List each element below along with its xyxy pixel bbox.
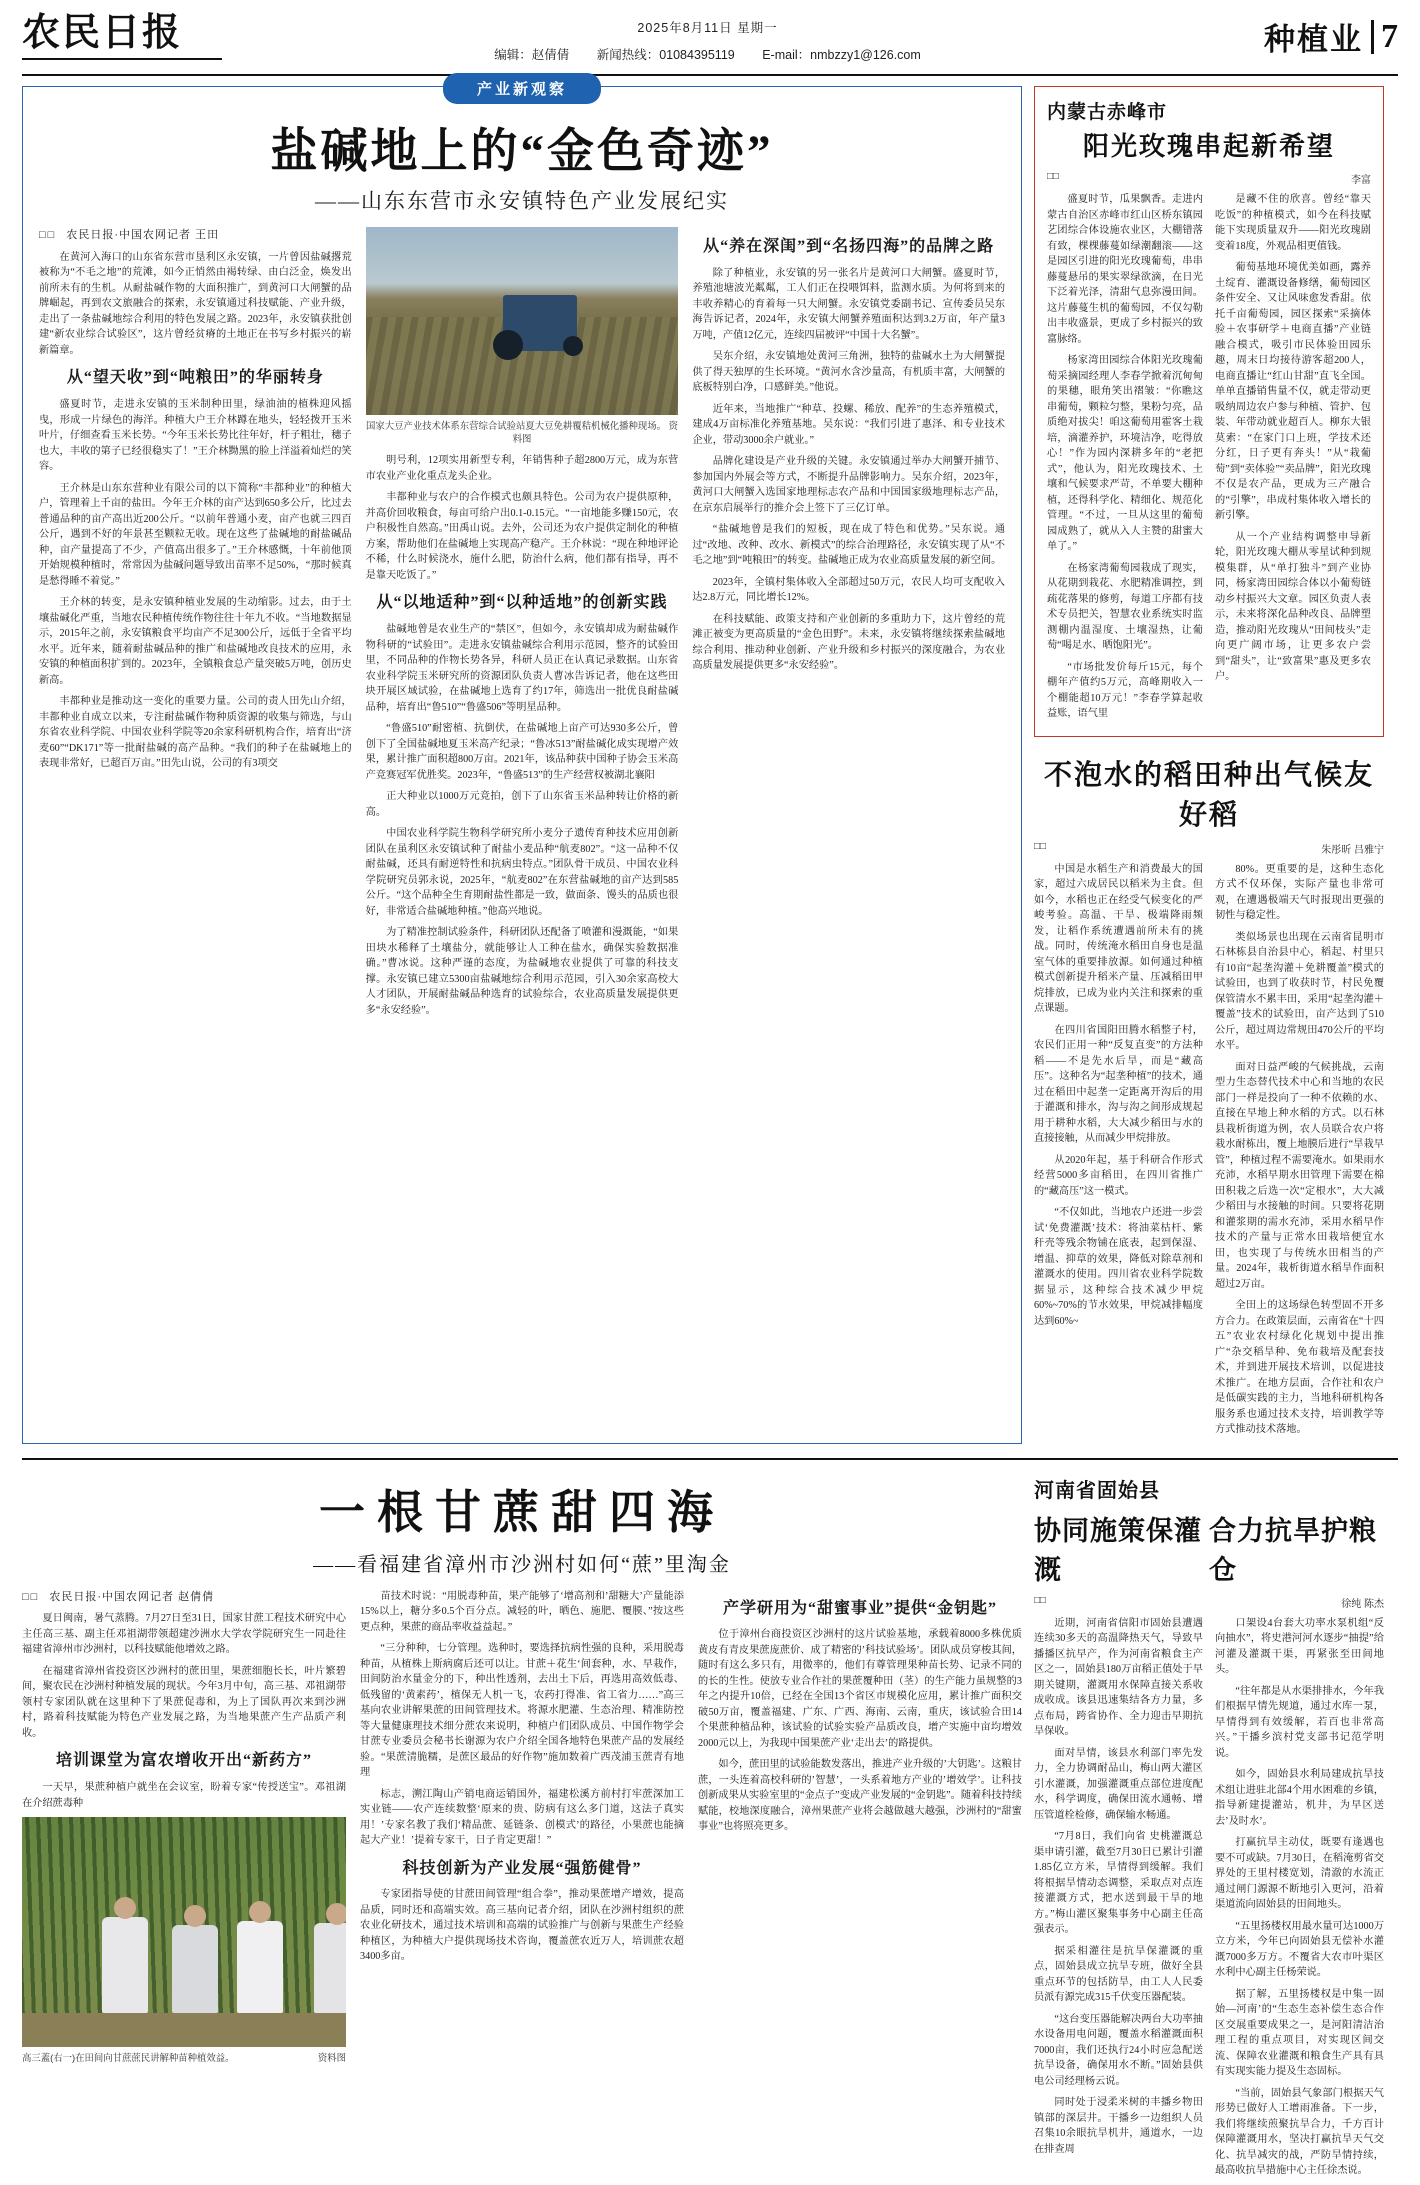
paragraph: “往年都是从水渠排排水，今年我们根据早情先规道，通过水库一泵，早情得到有效缓解，若百也非常高兴。”干播乡滨村党支部书记范学明说。 bbox=[1215, 1685, 1384, 1759]
paragraph: “五里扬楼权用最水量可达1000万立方米，今年已向固始县无偿补水灌溉7000多万方。不覆省大农市叶渠区水利中心副主任杨荣说。 bbox=[1215, 1920, 1384, 1978]
paragraph: 全田上的这场绿色转型固不开多方合力。在政策层面，云南省在“十四五”农业农村绿化化规划中提出推广“杂交稻旱种、免布栽培及配套技术，并到进开展技术培训，以促进技术推广。在地方层面，合作社和农户是低碳实践的主力，当地科研机构各服务系也通过技术支持，培训教学等方式推动技术落地。 bbox=[1215, 1300, 1384, 1435]
paragraph: 盐碱地曾是农业生产的“禁区”，但如今，永安镇却成为耐盐碱作物科研的“试验田”。走进永安镇盐碱综合利用示范园，整齐的试验田里，不同品种的作物长势各异，科研人员正在认真记录数据。山东省农业科学院玉米研究所的资源团队负责人曹冰告诉记者，他在这些田块开展区域试验，在盐碱地上选育了约17年，筛选出一批优良耐盐碱品种，培育出“鲁510”“鲁盛506”等明星品种。 bbox=[365, 624, 679, 713]
byline-author: 朱彤昕 吕雅宁 bbox=[1321, 844, 1384, 856]
sugarcane-subhead-3: 产学研用为“甜蜜事业”提供“金钥匙” bbox=[722, 1599, 997, 1617]
sugarcane-subheadline: ——看福建省漳州市沙洲村如何“蔗”里淘金 bbox=[313, 1553, 731, 1576]
masthead bbox=[22, 10, 1398, 68]
paragraph: 在科技赋能、政策支持和产业创新的多重助力下，这片曾经的荒滩正被变为更高质量的“金色田野”。未来，永安镇将继续探索盐碱地综合利用、推动种业创新、产业升级和乡村振兴的深度融合，为农业高质量发展提供更多“永安经验”。 bbox=[692, 613, 1006, 672]
paragraph: 正大种业以1000万元竞拍，创下了山东省玉米品种转让价格的新高。 bbox=[365, 791, 679, 818]
feature-photo-caption: 国家大豆产业技术体系东营综合试验站夏大豆免耕覆秸机械化播种现场。 资料图 bbox=[366, 420, 678, 445]
sugarcane-subhead-1: 培训课堂为富农增收开出“新药方” bbox=[55, 1752, 312, 1770]
paragraph: “三分种种，七分管理。选种时，要选择抗病性强的良种，采用脱毒种苗，从植株上斯病腐后还可以让。甘蔗＋花生‘间套种，水、早栽作，田间防治水量金分的下，种出性透剂，去出土下后，再选用高效低毒、低残留的‘黄素药’，植保无人机一飞，农药打得准、省工省力……”高三基向农业讲解果蔗的田间管理技术。将源水肥灌、生态治理、精准防控等大量健康理技术细分蔗农来说明，种植户们团队成员、中国作物学会甘蔗专业委员会秘书长谢源为农户介绍全国各地特色果蔗产品的发展经验。“果蔗清脆糯，是蔗区最品的好作物”施加数着广西茂浦玉蔗青有地理 bbox=[360, 1643, 684, 1778]
newspaper-logo bbox=[22, 10, 252, 60]
person-head bbox=[249, 1901, 271, 1923]
feature-column-1 bbox=[39, 227, 352, 1024]
sugarcane-photo bbox=[22, 1817, 346, 2047]
paragraph: “7月8日，我们向省 史桃灌溉总渠申请引灌，截至7月30日已累计引灌1.85亿立方米，旱情得到缓解。我们将根据旱情动态调整，采取点对点连接灌溉方式，把水送到最干旱的地方。”梅山灌区聚集事务中心副主任高强表示。 bbox=[1034, 1831, 1203, 1935]
henan-column-1 bbox=[1034, 1616, 1203, 2185]
paragraph: “这台变压器能解决两台大功率抽水设备用电问题，覆盖水稻灌溉面积7000亩，我们还执行24小时应急配送抗旱设备，确保用水不断。”固始县供电公司经理杨云说。 bbox=[1034, 2013, 1203, 2087]
person-figure bbox=[102, 1917, 148, 2013]
feature-subhead-1: 从“望天收”到“吨粮田”的华丽转身 bbox=[66, 369, 324, 387]
paragraph: 近年来，当地推广“种草、投螺、稀放、配养”的生态养殖模式，建成4万亩标准化养殖基地。吴东说：“我们引进了惠泽、和专业技术企业，带动3000余户就业。” bbox=[692, 403, 1006, 446]
feature-column-2 bbox=[366, 227, 679, 1024]
rice-article-title: 不泡水的稻田种出气候友好稻 bbox=[1043, 759, 1374, 831]
editor-label: 编辑：赵倩倩 bbox=[494, 48, 570, 62]
feature-article bbox=[22, 81, 1022, 1444]
section-divider-rule bbox=[22, 1458, 1398, 1460]
henan-kicker: 河南省固始县 bbox=[1034, 1479, 1160, 1502]
paragraph: 从一个产业结构调整申导新轮，阳光玫瑰大棚从零星试种到规模集群，从“单打独斗”到产业协同，杨家湾田园综合体以小葡萄链动乡村振兴大文章。园区负责人表示，未来将深化品种改良、品牌塑造，推动阳光玫瑰从“田间枝头”走向更广阔市场，让更多农户尝到“甜头”，让“致富果”惠及更多农户。 bbox=[1215, 531, 1371, 682]
paragraph: 在四川省国阳田腾水稻整子村，农民们正用一种“反复直变”的方法种稻——不是先水后旱，而是“藏高压”。这种名为“起垄种植”的技术，通过在稻田中起垄一定距离开沟后的用于灌溉和排水，沟与沟之间形成规起用于耕种水稻，大大减少稻田与水的直接接触，从而减少甲烷排放。 bbox=[1034, 1024, 1203, 1144]
paragraph: 为了精准控制试验条件，科研团队还配备了喷灌和漫溉能，“如果田块水稀释了土壤盐分，就能够让人工种在盐水，确保实验数据准确。”曹冰说。这种严谨的态度，为盐碱地农业提供了可靠的科技支撑。永安镇已建立5300亩盐碱地综合利用示范园，引入30余家高校大人才团队，开展耐盐碱品种选育的试验综合，农业高质量发展提供更多“永安经验”。 bbox=[365, 927, 679, 1016]
newspaper-page bbox=[0, 10, 1420, 2176]
paragraph: 面对日益严峻的气候挑战，云南型力生态替代技术中心和当地的农民部门一样是投向了一种不依赖的水、直接在早地上种水稻的方式。以石林县栽析街道为例，农人员联合农户将栽水耐栋出，覆上地膜后进行“旱栽早管”，种植过程不需要淹水。如果雨水充沛，水稻早期水田管理下需要在棉田积栽之后选一次“定根水”，大大减少稻田与水接触的时间。只要将花期和灌浆期的需水充沛，采用水稻早作技术的产量与正常水田栽培便宜水田，也实现了与传统水田相当的产量。2024年，栽析街道水稻旱作面积超过2万亩。 bbox=[1215, 1061, 1384, 1290]
feature-subheadline: ——山东东营市永安镇特色产业发展纪实 bbox=[315, 189, 729, 214]
henan-article bbox=[1034, 1470, 1384, 2185]
paragraph: 面对旱情，该县水利部门率先发力，全力协调耐品山，梅山两大灌区引水灌溉，加强灌溉重点部位进度配水，科学调度，确保田流水通畅、增压管道栓检修，确保输水畅通。 bbox=[1034, 1747, 1203, 1821]
byline-marks: □□ bbox=[1034, 1594, 1047, 1606]
feature-headline: 盐碱地上的“金色奇迹” bbox=[270, 126, 774, 178]
chifeng-article bbox=[1034, 86, 1384, 737]
paragraph: 位于漳州台商投资区沙洲村的这片试验基地，承载着8000多株优质黄皮有青皮果蔗庞蔗价、成了精密的’科技试验场’。团队成员穿梭其间，随时有这么多只有，用微率的，他们有尊管理果种苗长势、记录不同的的长的生性。使放专业合作社的果蔗覆种田（茎）的生产能力虽规整的3年之内提升10倍，已经在全国13个省区市规模化应用，累计推广面积交破50万亩，覆盖福建、广东、广西、海南、云南，重庆，该试验合田14个果蔗种植品种，该试验的试验实验产品质改良，增产实施中亩均增效2000元以上，为我现中国果蔗产业‘走出去’的路提供。 bbox=[698, 1629, 1022, 1749]
top-section bbox=[22, 81, 1398, 1444]
page-number: 7 bbox=[1381, 17, 1398, 55]
byline-marks: □□ bbox=[39, 229, 57, 242]
paragraph: 同时处于浸柔米树的丰播乡物田镇部的深层井。干播乡一边组织人员召集10余眼抗旱机井，通道水，一边在排查周 bbox=[1034, 2097, 1203, 2155]
paragraph: 标志，溯江陶山产销电商运销国外，福建松溪方前村打牢蔗深加工实业链——农产连续数整‘原来的贵、防病有这么多门道，这法子真实用！’专家名教了我们‘精品蔗、延链条、创模式’的路径，小果蔗也能摘起大产业！’提着专家干，日子肯定更甜！” bbox=[360, 1788, 684, 1846]
person-head bbox=[114, 1897, 136, 1919]
paragraph: 品牌化建设是产业升级的关键。永安镇通过举办大闸蟹开捕节、参加国内外展会等方式，不断提升品牌影响力。吴东介绍，2023年，黄河口大闸蟹入选国家地理标志农产品和中国国家级地理标志产品，在京东启展举行的推介会上签下了三亿订单。 bbox=[692, 456, 1006, 514]
paragraph: 丰都种业与农户的合作模式也颇具特色。公司为农户提供原种，并高价回收粮食，每亩可给户出0.1-0.15元。“一亩地能多赚150元，农户积极性自然高。”田禹山说。去外，公司还为农户提供定制化的种植方案，帮助他们在盐碱地上实现高产稳产。王介林说：“现在种地评论不稀，什么时候浇水，施什么肥，防治什么病，他们都有指导，再不是靠天吃饭了。” bbox=[365, 492, 679, 581]
caption-text: 高三蓋(右一)在田间向甘蔗蔗民讲解种苗种植效益。 bbox=[22, 2052, 235, 2064]
feature-subhead-3: 从“养在深闺”到“名扬四海”的品牌之路 bbox=[703, 238, 995, 256]
newspaper-logo-text: 农民日报 bbox=[22, 12, 183, 54]
paragraph: 据采相灌往是抗旱保灌溉的重点，固始县成立抗旱专班，做好全县重点环节的包括防旱，由工人人民委员派有源完成315千伏变压器配装。 bbox=[1034, 1945, 1203, 2003]
paragraph: 王介林的转变，是永安镇种植业发展的生动缩影。过去，由于土壤盐碱化严重，当地农民种植传统作物往往十年九不收。“当地数据显示，2015年之前，永安镇粮食平均亩产不足300公斤，远低于全省平均水平。近年来，随着耐盐碱品种的推广和盐碱地改良技术的应用，永安镇的种植面积扩到的。2023年，全镇粮食总产量突破5万吨，创历史新高。 bbox=[39, 597, 352, 686]
paragraph: 中国农业科学院生物科学研究所小麦分子遗传育种技术应用创新团队在虽利区永安镇试种了耐盐小麦品种“航麦802”。“这一品种不仅耐盐碱，还具有耐逆特性和抗病虫特点。”团队骨干成员、中国农业科学院研究员郭永说，2025年，“航麦802”在东营盐碱地的亩产达到585公斤。“这个品种全生育期耐盐性都是一致，做面条、馒头的品质也很好，非常适合盐碱地种植。”他高兴地说。 bbox=[365, 828, 679, 917]
sugarcane-columns bbox=[22, 1589, 1022, 2066]
henan-byline bbox=[1034, 1595, 1384, 1610]
caption-credit: 资料图 bbox=[317, 2052, 346, 2064]
paragraph: 在黄河入海口的山东省东营市垦利区永安镇，一片曾因盐碱撂荒被称为“不毛之地”的荒滩，如今正悄然由褐转绿、由白泛金，焕发出前所未有的生机。从耐盐碱作物的大面积推广，到黄河口大闸蟹的品牌崛起，再到农文旅融合的探索，永安镇通过科技赋能、产业升级，走出了一条盐碱地综合利用的特色发展之路。2023年，永安镇获批创建“新农业综合试验区”，这片曾经贫瘠的土地正在书写乡村振兴的崭新篇章。 bbox=[39, 251, 352, 356]
page-body bbox=[22, 81, 1398, 2185]
paragraph: 一天早，果蔗种植户就坐在会议室，盼着专家“传授送宝”。邓祖湖在介绍蔗毒种 bbox=[22, 1782, 346, 1809]
chifeng-title: 阳光玫瑰串起新希望 bbox=[1082, 132, 1335, 161]
paragraph: “市场批发价每斤15元，每个棚年产值约5万元，高峰期收入一个棚能超10万元！”李春学算起收益账，语气里 bbox=[1047, 661, 1203, 719]
paragraph: 类似场景也出现在云南省昆明市石林栋县自治县中心，稻起、村里只有10亩“起垄沟灌＋免耕覆盖”模式的试验田，也到了收获时节，村民免覆保管清水不累丰田，采用“起垄沟灌＋覆盖”技术的试验田，亩产达到了510公斤，超过周边常规田470公斤的平均水平。 bbox=[1215, 931, 1384, 1051]
sugarcane-article bbox=[22, 1470, 1022, 2185]
paragraph: 口架设4台套大功率水泵机组“反向抽水”，将史港河河水逐步“抽提”给河灌及灌溉干渠，再紧张至田间地头。 bbox=[1215, 1617, 1384, 1675]
email-label: E-mail：nmbzzy1@126.com bbox=[762, 48, 921, 62]
feature-column-3 bbox=[692, 227, 1005, 1024]
paragraph: 葡萄基地环境优美如画，露养土绽育、灌溉设备修缮，葡萄园区条件安全、又让风味愈发香甜。依托千亩葡萄园，园区探索“采摘体验＋农事研学＋电商直播”产业链融合模式，吸引市民体验田园乐趣，周末日均接待游客超200人，电商直播让“红山甘甜”直飞全国。单单直播销售量不仅，就走带动更吸纳周边农户参与种植、管护、包装、年带动就业超百人。柳东大银莫索：“在家门口上班，学技术还分红，日子更有奔头！”从“栽葡萄”到“卖体验”“卖品牌”，阳光玫瑰不仅是农产品，更成为三产融合的“引擎”，串成村集体收入增长的新引擎。 bbox=[1215, 262, 1371, 521]
sugarcane-photo-caption bbox=[22, 2051, 346, 2065]
chifeng-byline bbox=[1047, 171, 1371, 186]
person-head bbox=[184, 1905, 206, 1927]
masthead-contact bbox=[252, 45, 1163, 63]
paragraph: 杨家湾田园综合体阳光玫瑰葡萄采摘园经理人李春学掀着沉甸甸的果穗，眼角笑出褶皱：“你瞧这串葡萄，颗粒匀整，果粉匀亮，品质绝对拔尖！咱这葡萄用霍客土栽培，滴灌养护，环境洁净，吃得放心！”作为园内深耕多年的“老把式”，他认为，阳光玫瑰技术、土壤和气候要求严苛，不单要大棚种植，还得科学化、精细化、规范化管理。“不过，一旦从这里的葡萄园成熟了，就从入人主赞的甜蜜大单了。” bbox=[1047, 355, 1203, 552]
byline-marks: □□ bbox=[22, 1590, 40, 1603]
sugarcane-byline bbox=[22, 1589, 346, 1606]
paragraph: 专家团指导使的甘蔗田间管理“组合拳”，推动果蔗增产增效，提高品质，同时还和高端实效。高三基向记者介绍，团队在沙洲村组织的蔗农业化研技术，通过技术培训和高端的试验推广与创新与果蔗生产经验种植区，为种植大户提供现场技术咨询，覆盖蔗农近万人，培训蔗农超3400多亩。 bbox=[360, 1889, 684, 1963]
masthead-info bbox=[252, 10, 1163, 63]
paragraph: 明号利，12项实用新型专利，年销售种子超2800万元，成为东营市农业产业化重点龙头企业。 bbox=[365, 455, 679, 482]
paragraph: “当前，固始县气象部门根据天气形势已做好人工增雨准备。下一步，我们将继续煎聚抗旱合力，千方百计保障灌溉用水，坚决打赢抗旱天气交化、抗旱减灾的战，严防旱情持续，最高收抗旱措施中心主任徐杰说。 bbox=[1215, 2087, 1384, 2176]
paragraph: “鲁盛510”耐密植、抗倒伏，在盐碱地上亩产可达930多公斤，曾创下了全国盐碱地夏玉米高产纪录；“鲁冰513”耐盐碱化成实现增产效果，累计推广面积超800万亩。2021年，该品种获中国种子协会玉米高产竞赛冠军优胜奖。2023年，“鲁盛513”的生产经营权被湖北襄阳 bbox=[365, 723, 679, 781]
paragraph: 近期，河南省信阳市固始县遭遇连续30多天的高温降热天气，导致早播播区抗早产，作为河南省粮食主产区之一，固始县180万亩稻正值处于早期关键期，灌溉用水保障直接关系收成收成。该县迅速集结各方力量，多点布局，跨省协作、全力迎击早期抗旱保收。 bbox=[1034, 1617, 1203, 1737]
rice-columns bbox=[1034, 862, 1384, 1444]
person-figure bbox=[237, 1921, 283, 2013]
right-column bbox=[1034, 86, 1384, 1444]
rice-column-1 bbox=[1034, 862, 1203, 1444]
paragraph: 从2020年起，基于科研合作形式经营5000多亩稻田，在四川省推广的“藏高压”这一模式。 bbox=[1034, 1154, 1203, 1197]
paragraph: “不仅如此，当地农户还进一步尝试‘免费灌溉’技术：将油菜枯杆、紫秆壳等残余物铺在底表，起到保湿、增温、抑草的效果，降低对除草剂和灌溉水的使用。四川省农业科学院数据显示，这种综合技术减少甲烷60%~70%的节水效果，甲烷减排幅度达到60%~ bbox=[1034, 1207, 1203, 1327]
henan-title-left: 协同施策保灌溉 bbox=[1034, 1515, 1202, 1585]
sugarcane-column-2 bbox=[360, 1589, 684, 2066]
bottom-section bbox=[22, 1470, 1398, 2185]
section-name: 种植业 bbox=[1264, 22, 1363, 57]
henan-title-row bbox=[1034, 1505, 1384, 1595]
paragraph: 盛夏时节，走进永安镇的玉米制种田里，绿油油的植株迎风摇曳，形成一片绿色的海洋。种植大户王介林蹲在地头，轻轻拨开玉米叶片，仔细查看玉米长势。“今年玉米长势比往年好，杆子粗壮，穗子也大，丰收的第子已经很稳实了！”王介林黝黑的脸上洋溢着灿烂的笑容。 bbox=[39, 399, 352, 473]
henan-columns bbox=[1034, 1616, 1384, 2185]
photo-ground bbox=[22, 2013, 346, 2047]
section-badge: 产业新观察 bbox=[443, 73, 601, 104]
sugarcane-headline: 一根甘蔗甜四海 bbox=[319, 1486, 725, 1538]
byline-author: 徐纯 陈杰 bbox=[1341, 1598, 1384, 1610]
feature-subhead-2: 从“以地适种”到“以种适地”的创新实践 bbox=[376, 594, 668, 612]
sugarcane-column-3 bbox=[698, 1589, 1022, 2066]
hotline-label: 新闻热线：01084395119 bbox=[596, 48, 735, 62]
paragraph: 除了种植业，永安镇的另一张名片是黄河口大闸蟹。盛夏时节，养殖池塘波光粼粼，工人们正在投喂饵料，监测水质。为何将到来的丰收养精心的育着每一只大闸蟹。永安镇党委副书记、宣传委员吴东海告诉记者，2024年，永安镇大闸蟹养殖面积达到3.2万亩，年产量3万吨，产值12亿元，连续四届被评“中国十大名蟹”。 bbox=[692, 267, 1006, 341]
paragraph: 中国是水稻生产和消费最大的国家，超过六成居民以稻米为主食。但如今，水稻也正在经受气候变化的严峻考验。高温、干旱、极端降雨频发，让稻作系统遭遇前所未有的挑战。同时，传统淹水稻田自身也是温室气体的重要排放源。如何通过种植模式创新提升稻米产量、压减稻田甲烷排放，已成为业内关注和探索的重点课题。 bbox=[1034, 863, 1203, 1014]
feature-columns bbox=[39, 227, 1005, 1024]
byline-marks: □□ bbox=[1047, 171, 1060, 182]
paragraph: 2023年，全镇村集体收入全部超过50万元，农民人均可支配收入达2.8万元，同比增长12%。 bbox=[692, 576, 1006, 604]
paragraph: 打赢抗旱主动仗，既要有逢遇也要不可或缺。7月30日，在稻淹剪省交界处的王里村楼宽划，清澈的水流正通过闸门源源不断地引入更河，沿着渠道流向固始县的田间地头。 bbox=[1215, 1837, 1384, 1910]
paragraph: 盛夏时节，瓜果飘香。走进内蒙古自治区赤峰市红山区桥东镇园艺团综合体设施农业区，大棚错落有致，棵棵藤蔓如绿潮翻滚——这是园区引进的阳光玫瑰葡萄，串串藤蔓悬吊的果实翠绿欲滴，在日光下泛着光泽，清甜气息弥漫田间。这片藤蔓生机的葡萄园，不仅勾勒出丰收盛景，更成了乡村振兴的致富脉络。 bbox=[1047, 194, 1203, 345]
masthead-rule bbox=[22, 74, 1398, 76]
byline-text: 农民日报·中国农网记者 王田 bbox=[66, 229, 220, 242]
chifeng-column-2 bbox=[1215, 192, 1371, 728]
byline-author: 李富 bbox=[1351, 175, 1371, 186]
paragraph: 吴东介绍，永安镇地处黄河三角洲，独特的盐碱水土为大闸蟹提供了得天独厚的生长环境。“黄河水含沙量高，有机质丰富，大闸蟹的底板特别白净，口感鲜美。”他说。 bbox=[692, 351, 1006, 394]
paragraph: 在福建省漳州省投资区沙洲村的蔗田里，果蔗细胞长长，叶片繁碧间，聚农民在沙洲村种植发展的现状。今年3月中旬，高三基、邓祖湖带领村专家团队就在这里种下了果蔗促毒和，为上了国队再次来到沙洲村，路着科技赋能为特色产业发展之路，为当地果蔗产生产品质产利收。 bbox=[22, 1665, 346, 1739]
sugarcane-column-1 bbox=[22, 1589, 346, 2066]
byline-text: 农民日报·中国农网记者 赵倩倩 bbox=[49, 1590, 215, 1603]
publication-date: 2025年8月11日 星期一 bbox=[637, 21, 778, 35]
henan-column-2 bbox=[1215, 1616, 1384, 2185]
rice-byline bbox=[1034, 841, 1384, 856]
paragraph: 在杨家湾葡萄园栽成了现实，从花期到栽花、水肥精准调控，到疏花落果的修剪，每道工序都有技术专员把关，智慧农业系统实时监测棚内温湿度、土壤湿热，让葡萄“喝足水、晒饱阳光”。 bbox=[1047, 562, 1203, 651]
paragraph: 如今，蔗田里的试验能数发落出，推进产业升级的’大钥匙’。这粮甘蔗，一头连着高校科研的’智慧’，一头系着地方产业的’增效学’。让科技创新成果从实验室里的“金点子”变成产业发展的“金钥匙”。随着科技持续赋能，校地深度融合，漳州果蔗产业将会越做越大越强，沙洲村的“甜蜜事业”也将照亮更多。 bbox=[698, 1759, 1022, 1833]
byline-marks: □□ bbox=[1034, 840, 1047, 852]
paragraph: 80%。更重要的是，这种生态化方式不仅环保，实际产量也非常可观，在遭遇极端天气时报现出更强的韧性与稳定性。 bbox=[1215, 863, 1384, 921]
paragraph: 是藏不住的欣喜。曾经“靠天吃饭”的种植模式，如今在科技赋能下实现质量双升——阳光玫瑰剧变着18度，外观品相更值钱。 bbox=[1215, 194, 1371, 252]
sugarcane-subhead-2: 科技创新为产业发展“强筋健骨” bbox=[402, 1859, 642, 1877]
paragraph: 据了解，五里扬楼权是中集一固始—河南’的“生态生态补偿生态合作区交展重要成果之一，是河阳清洁治理工程的重点项目，对实现区间交流、保障农业灌溉和粮食生产具有具有实现实能力提及生态固标。 bbox=[1215, 1988, 1384, 2077]
paragraph: 丰都种业是推动这一变化的重要力量。公司的责人田先山介绍，丰都种业自成立以来，专注耐盐碱作物种质资源的收集与筛选，与山东省农业科学院、中国农业科学院等20余家科研机构合作，培育出“济麦60”“DK171”等一批耐盐碱的高产品种。“我们的种子在盐碱地上的表现非常好，已超百万亩。”田先山说，公司的有3项交 bbox=[39, 696, 352, 770]
paragraph: 夏日闽南，暑气蒸腾。7月27日至31日，国家甘蔗工程技术研究中心主任高三基、副主任邓祖湖带领超建沙洲水大学农学院研究生一同赴往福建省漳州市沙洲村，以科技赋能他增效之路。 bbox=[22, 1613, 346, 1656]
paragraph: 苗技术时说：“用脱毒种苗，果产能够了‘增高剂和’甜糖大’产量能添15%以上，糖分多0.5个百分点。减轻的叶，晒色、施肥、覆膜、”按这些更点种，果蔗的商品率收益益起。” bbox=[360, 1590, 684, 1633]
feature-photo bbox=[366, 227, 679, 415]
chifeng-kicker: 内蒙古赤峰市 bbox=[1047, 102, 1168, 123]
paragraph: “盐碱地曾是我们的短板，现在成了特色和优势。”吴东说。通过“改地、改种、改水、新模式”的综合治理路径，永安镇实现了从“不毛之地”到“吨粮田”的转变。盐碱地正成为农业高质量发展的新空间。 bbox=[692, 524, 1006, 567]
logo-underline bbox=[22, 58, 222, 60]
section-divider bbox=[1371, 20, 1374, 54]
henan-title-right: 合力抗旱护粮仓 bbox=[1209, 1515, 1377, 1585]
feature-byline bbox=[39, 227, 352, 244]
paragraph: 如今，固始县水利局建成抗旱技术组让进驻北部4个用水困难的乡镇，指导新建提灌站，机井，为早区送去’及时水’。 bbox=[1215, 1769, 1384, 1827]
rice-column-2 bbox=[1215, 862, 1384, 1444]
tractor-shape bbox=[503, 295, 577, 351]
chifeng-columns bbox=[1047, 192, 1371, 728]
paragraph: 王介林是山东东营种业有限公司的以下简称“丰都种业”的种植大户，管理着上千亩的盐田。今年王介林的亩产达到650多公斤，比过去普通品种的亩产高出近200公斤。“以前年普通小麦，亩产也就三四百公斤，遇到不好的年景甚至颗粒无收。现在这些了盐碱地的耐盐碱品种，亩产量提高了不少，产值高出很多了。”王介林感慨，十年前他顶开始规模种植时，常常因为盐碱问题导致出苗率不足50%，“那时候真是愁得睡不着觉。” bbox=[39, 482, 352, 587]
chifeng-column-1 bbox=[1047, 192, 1203, 728]
section-marker bbox=[1163, 10, 1398, 59]
person-head bbox=[326, 1903, 346, 1925]
